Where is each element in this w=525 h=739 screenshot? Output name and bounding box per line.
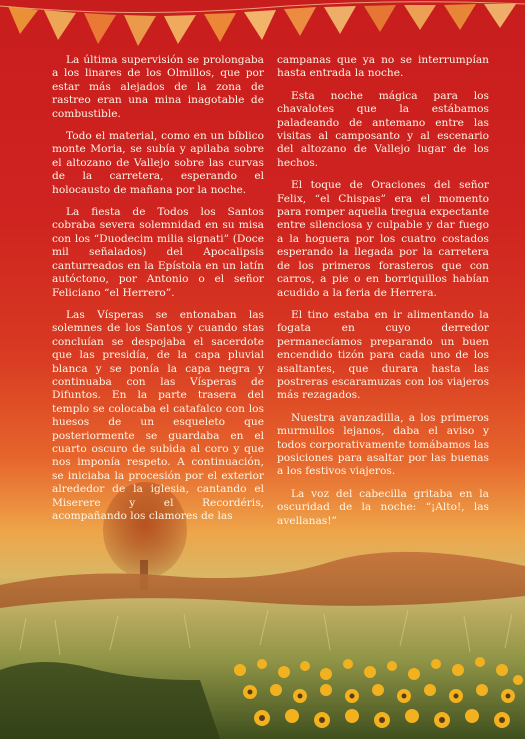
paragraph: Todo el material, como en un bíblico monte Moria, se subía y apilaba sobre el altozano de Vallejo sobre las curvas de la carretera, esperando el holocausto de mañana por la noche. (52, 130, 264, 196)
right-text-column (277, 54, 489, 537)
paragraph: La fiesta de Todos los Santos cobraba severa solemnidad en su misa con los “Duodecim milia signati” (Doce mil señalados) del Apocalipsis canturreados en la Epístola en un latín autóctono, por Antonio o el señor Feliciano “el Herrero”. (52, 206, 264, 299)
paragraph: campanas que ya no se interrumpían hasta entrada la noche. (277, 54, 489, 80)
paragraph: Esta noche mágica para los chavalotes que la estábamos paladeando de antemano entre las visitas al camposanto y al escenario del altozano de Vallejo lugar de los hechos. (277, 89, 489, 169)
paragraph: El tino estaba en ir alimentando la fogata en cuyo derredor permanecíamos preparando un buen encendido tizón para cada uno de los asaltantes, que durara hasta las postreras escaramuzas con los viajeros más rezagados. (277, 308, 489, 402)
left-text-column (52, 54, 264, 532)
paragraph: El toque de Oraciones del señor Felix, “el Chispas” era el momento para romper aquella tregua expectante entre silenciosa y culpable y dar fuego a la hoguera por los cuatro costados esperando la llegada por la carretera de los primeros forasteros que con carros, a pie o en borriquillos habían acudido a la feria de Herrera. (277, 179, 489, 299)
bunting-decoration (0, 0, 525, 60)
paragraph: La voz del cabecilla gritaba en la oscuridad de la noche: “¡Alto!, las avellanas!” (277, 487, 489, 527)
paragraph: Nuestra avanzadilla, a los primeros murmullos lejanos, daba el aviso y todos corporativamente tomábamos las posiciones para asaltar por las buenas a los festivos viajeros. (277, 411, 489, 478)
paragraph: Las Vísperas se entonaban las solemnes de los Santos y cuando stas concluían se despojaba el sacerdote que las presidía, de la capa pluvial blanca y se ponía la capa negra y continuaba con las Vísperas de Difuntos. En la parte trasera del templo se colocaba el catafalco con los huesos de un esqueleto que posteriormente se guardaba en el cuarto oscuro de subida al coro y que nos imponía respeto. A continuación, se iniciaba la procesión por el exterior alrededor de la iglesia, cantando el Miserere y el Recordéris, acompañando los clamores de las (52, 308, 264, 522)
paragraph: La última supervisión se prolongaba a los linares de los Olmillos, que por estar más alejados de la zona de rastreo eran una mina inagotable de combustible. (52, 54, 264, 120)
